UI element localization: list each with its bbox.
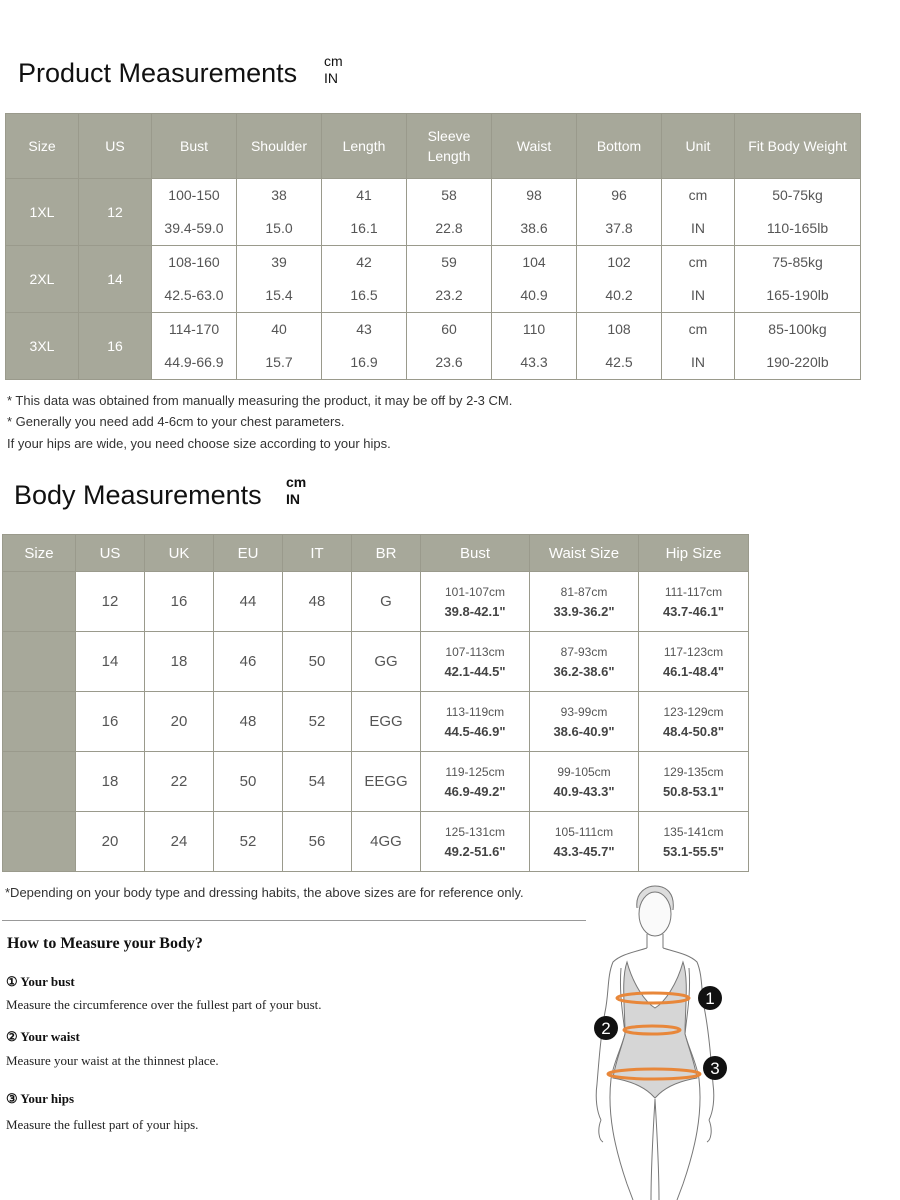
waist-in: 43.3-45.7" <box>553 843 615 859</box>
waist-in: 38.6-40.9" <box>553 723 615 739</box>
cm-value: 102 <box>607 254 631 270</box>
in-value: 23.2 <box>435 287 463 303</box>
bust-cell <box>421 752 530 812</box>
size-cell <box>3 692 76 752</box>
value-pair-cell <box>735 246 861 313</box>
in-value: 42.5-63.0 <box>164 287 224 303</box>
in-value: 16.1 <box>350 220 378 236</box>
product-note-1: * This data was obtained from manually measuring the product, it may be off by 2-3 CM. <box>7 393 513 408</box>
bust-cm: 119-125cm <box>445 764 505 779</box>
waist-cell <box>530 692 639 752</box>
body-row <box>3 812 749 872</box>
hip-in: 48.4-50.8" <box>662 723 725 739</box>
bust-cell <box>421 632 530 692</box>
it-cell: 48 <box>283 572 352 632</box>
header-cell: Waist <box>492 114 577 179</box>
in-value: 16.5 <box>350 287 378 303</box>
unit-cm[interactable]: cm <box>286 474 307 490</box>
us-cell: 20 <box>76 812 145 872</box>
product-row <box>6 179 861 246</box>
cm-value: 98 <box>526 187 542 203</box>
in-value: 23.6 <box>435 354 463 370</box>
header-cell: Bottom <box>577 114 662 179</box>
product-note-2: * Generally you need add 4-6cm to your chest parameters. <box>7 414 345 429</box>
header-cell: Length <box>322 114 407 179</box>
header-cell: EU <box>214 535 283 572</box>
header-cell: US <box>79 114 152 179</box>
cm-value: 96 <box>611 187 627 203</box>
hip-cell <box>639 812 749 872</box>
hip-in: 43.7-46.1" <box>662 603 725 619</box>
marker-2 <box>594 1016 618 1040</box>
in-value: 16.9 <box>350 354 378 370</box>
body-row <box>3 692 749 752</box>
value-pair-cell <box>492 179 577 246</box>
cm-value: 85-100kg <box>768 321 827 337</box>
waist-cm: 99-105cm <box>557 764 611 779</box>
value-pair-cell <box>662 313 735 380</box>
value-pair-cell <box>662 246 735 313</box>
divider <box>2 920 586 921</box>
hip-in: 53.1-55.5" <box>662 843 725 859</box>
waist-cm: 87-93cm <box>560 644 608 659</box>
value-pair-cell <box>662 179 735 246</box>
step-bust-title: ① Your bust <box>6 974 75 989</box>
it-cell: 52 <box>283 692 352 752</box>
waist-cell <box>530 632 639 692</box>
size-cell: 12 <box>79 179 152 246</box>
value-pair-cell <box>407 179 492 246</box>
value-pair-cell <box>152 246 237 313</box>
cm-value: 43 <box>356 321 372 337</box>
header-cell: Shoulder <box>237 114 322 179</box>
cm-value: 108-160 <box>168 254 220 270</box>
cm-value: 75-85kg <box>772 254 823 270</box>
size-cell: 3XL <box>6 313 79 380</box>
bust-in: 42.1-44.5" <box>444 663 506 679</box>
bust-in: 49.2-51.6" <box>444 843 506 859</box>
in-value: 40.9 <box>520 287 548 303</box>
step-hips-title: ③ Your hips <box>6 1091 75 1106</box>
header-cell: Size <box>6 114 79 179</box>
header-cell: Hip Size <box>639 535 749 572</box>
value-pair-cell <box>407 313 492 380</box>
br-cell: G <box>352 572 421 632</box>
product-row <box>6 313 861 380</box>
cm-value: 110 <box>522 321 546 337</box>
value-pair-cell <box>577 313 662 380</box>
br-cell: GG <box>352 632 421 692</box>
cm-value: 59 <box>441 254 457 270</box>
size-cell <box>3 572 76 632</box>
waist-cm: 93-99cm <box>560 704 608 719</box>
in-value: 190-220lb <box>766 354 829 370</box>
size-cell: 1XL <box>6 179 79 246</box>
in-value: 40.2 <box>605 287 633 303</box>
cm-value: 104 <box>522 254 546 270</box>
step-bust-desc: Measure the circumference over the fullest part of your bust. <box>6 997 322 1012</box>
eu-cell: 44 <box>214 572 283 632</box>
br-cell: 4GG <box>352 812 421 872</box>
cm-value: cm <box>688 254 708 270</box>
unit-in[interactable]: IN <box>324 70 338 86</box>
cm-value: 114-170 <box>168 321 220 337</box>
body-title: Body Measurements <box>14 480 262 510</box>
uk-cell: 16 <box>145 572 214 632</box>
body-figure-illustration <box>585 884 735 1200</box>
size-cell <box>3 812 76 872</box>
body-header-row <box>3 535 749 572</box>
in-value: 15.7 <box>265 354 293 370</box>
unit-in[interactable]: IN <box>286 491 300 507</box>
eu-cell: 46 <box>214 632 283 692</box>
in-value: 39.4-59.0 <box>164 220 224 236</box>
it-cell: 54 <box>283 752 352 812</box>
product-table <box>5 113 861 380</box>
bust-cell <box>421 812 530 872</box>
header-cell: BR <box>352 535 421 572</box>
size-cell: 14 <box>79 246 152 313</box>
uk-cell: 20 <box>145 692 214 752</box>
body-row <box>3 572 749 632</box>
value-pair-cell <box>322 246 407 313</box>
value-pair-cell <box>735 179 861 246</box>
bust-cm: 107-113cm <box>445 644 505 659</box>
cm-value: 42 <box>356 254 372 270</box>
size-cell: 2XL <box>6 246 79 313</box>
bust-in: 46.9-49.2" <box>444 783 506 799</box>
value-pair-cell <box>577 246 662 313</box>
hip-cell <box>639 692 749 752</box>
header-cell: Size <box>3 535 76 572</box>
product-title: Product Measurements <box>18 58 298 88</box>
us-cell: 14 <box>76 632 145 692</box>
size-cell <box>3 752 76 812</box>
step-waist-desc: Measure your waist at the thinnest place. <box>6 1053 219 1068</box>
eu-cell: 52 <box>214 812 283 872</box>
cm-value: 108 <box>607 321 631 337</box>
value-pair-cell <box>322 179 407 246</box>
it-cell: 50 <box>283 632 352 692</box>
br-cell: EEGG <box>352 752 421 812</box>
hip-cell <box>639 632 749 692</box>
header-cell: Bust <box>152 114 237 179</box>
body-table <box>2 534 749 872</box>
hip-cm: 123-129cm <box>663 704 724 719</box>
uk-cell: 18 <box>145 632 214 692</box>
uk-cell: 24 <box>145 812 214 872</box>
cm-value: 39 <box>271 254 287 270</box>
in-value: 44.9-66.9 <box>164 354 224 370</box>
value-pair-cell <box>492 313 577 380</box>
header-cell: US <box>76 535 145 572</box>
cm-value: cm <box>688 321 708 337</box>
step-waist-title: ② Your waist <box>6 1029 80 1044</box>
waist-in: 36.2-38.6" <box>553 663 615 679</box>
header-cell: Unit <box>662 114 735 179</box>
waist-in: 40.9-43.3" <box>553 783 615 799</box>
in-value: IN <box>691 220 705 236</box>
us-cell: 18 <box>76 752 145 812</box>
bust-in: 44.5-46.9" <box>444 723 506 739</box>
waist-cm: 81-87cm <box>560 584 608 599</box>
cm-value: 58 <box>441 187 457 203</box>
marker-1 <box>698 986 722 1010</box>
value-pair-cell <box>237 313 322 380</box>
value-pair-cell <box>237 246 322 313</box>
header-cell: IT <box>283 535 352 572</box>
header-cell: Waist Size <box>530 535 639 572</box>
in-value: 37.8 <box>605 220 633 236</box>
hip-cm: 129-135cm <box>663 764 724 779</box>
hip-in: 50.8-53.1" <box>662 783 725 799</box>
uk-cell: 22 <box>145 752 214 812</box>
waist-in: 33.9-36.2" <box>553 603 615 619</box>
hip-cell <box>639 752 749 812</box>
waist-cm: 105-111cm <box>554 824 614 839</box>
bust-cm: 113-119cm <box>445 704 505 719</box>
cm-value: 50-75kg <box>772 187 823 203</box>
svg-text:1: 1 <box>705 989 715 1008</box>
in-value: 42.5 <box>605 354 633 370</box>
hip-in: 46.1-48.4" <box>662 663 725 679</box>
hip-cm: 117-123cm <box>663 644 724 659</box>
value-pair-cell <box>152 313 237 380</box>
hip-cm: 111-117cm <box>664 584 723 599</box>
size-cell <box>3 632 76 692</box>
in-value: 15.4 <box>265 287 293 303</box>
value-pair-cell <box>492 246 577 313</box>
body-unit-toggle[interactable] <box>286 474 306 508</box>
cm-value: 41 <box>356 187 372 203</box>
header-cell: Fit Body Weight <box>735 114 861 179</box>
cm-value: cm <box>688 187 708 203</box>
bust-cell <box>421 692 530 752</box>
in-value: IN <box>691 287 705 303</box>
howto-title: How to Measure your Body? <box>7 935 203 952</box>
unit-cm[interactable]: cm <box>324 53 343 69</box>
bust-cm: 125-131cm <box>444 824 506 839</box>
in-value: IN <box>691 354 705 370</box>
hip-cell <box>639 572 749 632</box>
size-cell: 16 <box>79 313 152 380</box>
product-row <box>6 246 861 313</box>
product-header-row <box>6 114 861 179</box>
body-row <box>3 632 749 692</box>
body-row <box>3 752 749 812</box>
br-cell: EGG <box>352 692 421 752</box>
cm-value: 60 <box>441 321 457 337</box>
value-pair-cell <box>237 179 322 246</box>
in-value: 165-190lb <box>766 287 829 303</box>
bust-cell <box>421 572 530 632</box>
value-pair-cell <box>407 246 492 313</box>
us-cell: 16 <box>76 692 145 752</box>
in-value: 110-165lb <box>766 220 829 236</box>
waist-cell <box>530 572 639 632</box>
header-cell: UK <box>145 535 214 572</box>
cm-value: 40 <box>271 321 287 337</box>
svg-text:3: 3 <box>710 1059 720 1078</box>
header-cell: Bust <box>421 535 530 572</box>
waist-cell <box>530 812 639 872</box>
hip-cm: 135-141cm <box>663 824 724 839</box>
step-hips-desc: Measure the fullest part of your hips. <box>6 1117 199 1132</box>
cm-value: 38 <box>271 187 287 203</box>
eu-cell: 50 <box>214 752 283 812</box>
body-note: *Depending on your body type and dressing habits, the above sizes are for reference only. <box>5 885 524 900</box>
waist-cell <box>530 752 639 812</box>
value-pair-cell <box>735 313 861 380</box>
eu-cell: 48 <box>214 692 283 752</box>
marker-3 <box>703 1056 727 1080</box>
value-pair-cell <box>152 179 237 246</box>
header-cell: Sleeve Length <box>407 114 492 179</box>
bust-cm: 101-107cm <box>444 584 506 599</box>
it-cell: 56 <box>283 812 352 872</box>
in-value: 43.3 <box>520 354 548 370</box>
value-pair-cell <box>577 179 662 246</box>
in-value: 38.6 <box>520 220 548 236</box>
in-value: 22.8 <box>435 220 463 236</box>
in-value: 15.0 <box>265 220 293 236</box>
us-cell: 12 <box>76 572 145 632</box>
cm-value: 100-150 <box>168 187 220 203</box>
product-unit-toggle[interactable] <box>324 53 343 87</box>
svg-text:2: 2 <box>601 1019 611 1038</box>
bust-in: 39.8-42.1" <box>444 603 506 619</box>
value-pair-cell <box>322 313 407 380</box>
product-note-3: If your hips are wide, you need choose size according to your hips. <box>7 436 391 451</box>
